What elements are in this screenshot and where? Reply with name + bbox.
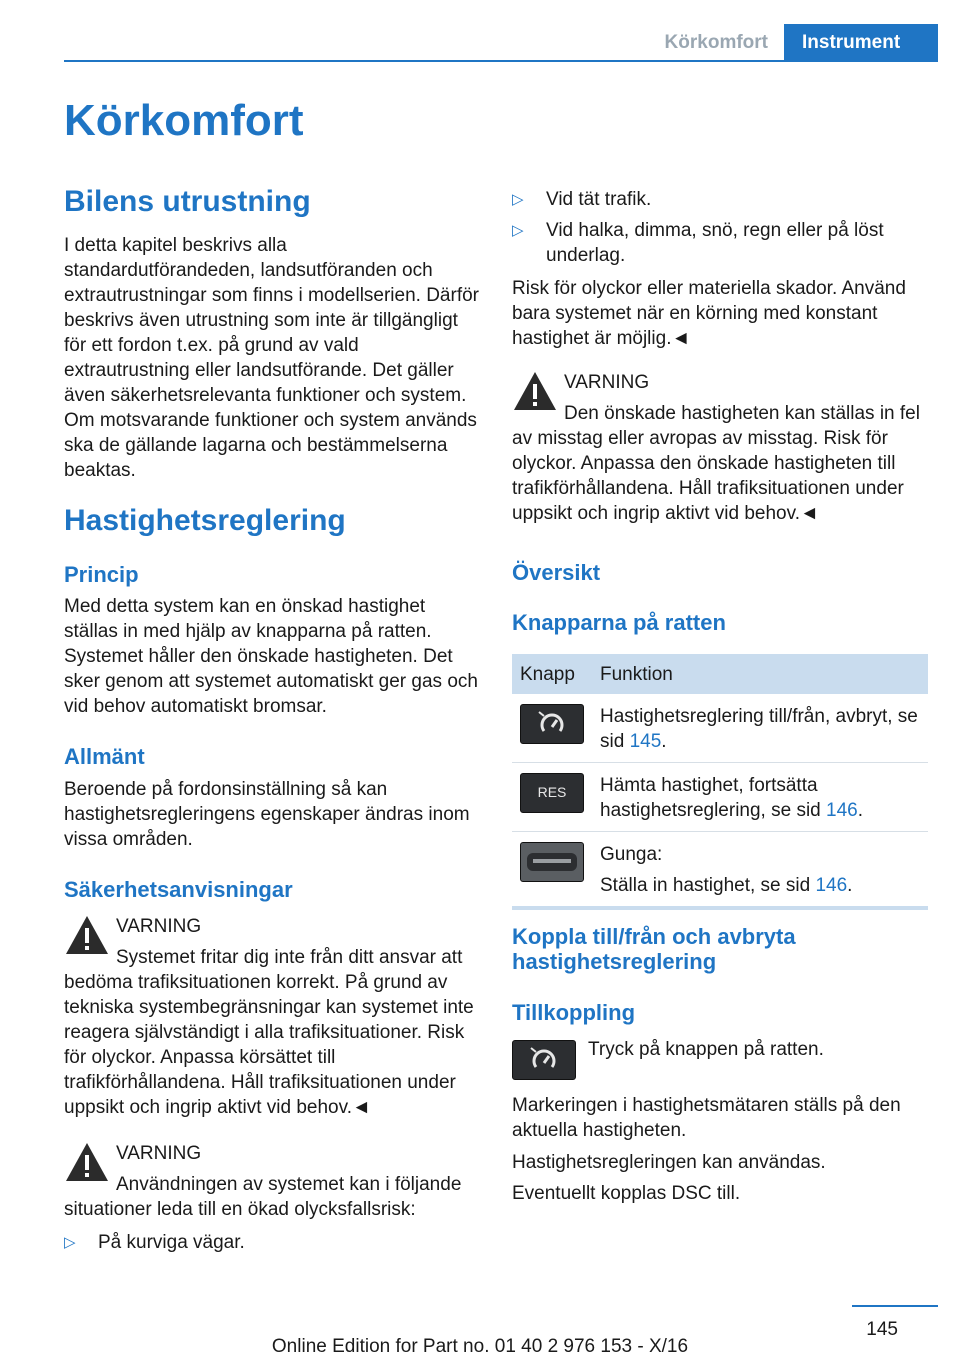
heading-koppla-till-fran: Koppla till/från och avbryta hastighetsreglering xyxy=(512,924,796,974)
footer-rule xyxy=(852,1305,938,1307)
table-row xyxy=(512,832,928,909)
header-rule xyxy=(64,60,938,62)
bullet-triangle-icon: ▷ xyxy=(64,1234,76,1251)
table-header-funktion: Funktion xyxy=(592,654,928,694)
page-link-146[interactable]: 146 xyxy=(815,875,848,896)
table-cell-function: Gunga: Ställa in hastighet, se sid 146. xyxy=(592,832,928,909)
warning-triangle-icon xyxy=(64,1141,110,1183)
heading-princip: Princip xyxy=(64,562,139,587)
text-princip: Med detta system kan en önskad hastighet ställas in med hjälp av knapparna på ratten. Systemet håller den önskade hastigheten. Det sker genom att systemet automatiskt ger gas och vid behov automatiskt bromsar. xyxy=(64,596,478,717)
text-kan-anvandas: Hastighetsregleringen kan användas. xyxy=(512,1152,826,1173)
table-cell-button xyxy=(512,694,592,763)
footer-edition: Online Edition for Part no. 01 40 2 976 153 - X/16 xyxy=(271,1336,689,1357)
cruise-control-icon xyxy=(520,704,584,744)
heading-bilens-utrustning: Bilens utrustning xyxy=(64,185,311,218)
list-item: ▷ Vid tät trafik. xyxy=(512,189,652,210)
rocker-switch-icon xyxy=(520,842,584,882)
heading-tillkoppling: Tillkoppling xyxy=(512,1000,636,1025)
header-tab-korkomfort[interactable]: Körkomfort xyxy=(664,32,768,53)
warning-block-3 xyxy=(512,370,930,526)
page-link-146[interactable]: 146 xyxy=(826,800,858,821)
warning-text: Den önskade hastigheten kan ställas in fel av misstag eller avropas av misstag. Risk för olyckor. Anpassa den önskade hastigheten till trafikförhållandena. Håll trafiksituationen under uppsikt och ingrip aktivt vid behov.◄ xyxy=(512,403,920,524)
situations-list-right xyxy=(512,187,930,274)
warning-triangle-icon xyxy=(512,370,558,412)
warning-title: VARNING xyxy=(116,916,202,937)
table-header-knapp: Knapp xyxy=(512,654,592,694)
list-item: ▷ På kurviga vägar. xyxy=(64,1232,245,1253)
text-tryck: Tryck på knappen på ratten. xyxy=(588,1039,824,1060)
text-risk: Risk för olyckor eller materiella skador. Använd bara systemet när en körning med konstant hastighet är möjlig.◄ xyxy=(512,278,906,349)
header-tab-instrument[interactable]: Instrument xyxy=(784,24,938,62)
warning-text: Användningen av systemet kan i följande situationer leda till en ökad olycksfallsrisk: xyxy=(64,1174,462,1220)
heading-sakerhetsanvisningar: Säkerhetsanvisningar xyxy=(64,877,293,902)
page-number: 145 xyxy=(866,1319,898,1340)
page-link-145[interactable]: 145 xyxy=(629,731,662,752)
buttons-table xyxy=(512,654,928,910)
table-cell-function: Hastighetsreglering till/från, avbryt, se sid 145. xyxy=(592,694,928,763)
warning-title: VARNING xyxy=(564,372,650,393)
cruise-control-icon xyxy=(512,1040,576,1080)
text-bilens-utrustning: I detta kapitel beskrivs alla standardutförandeden, landsutföranden och extrautrustningar som finns i modellserien. Därför beskrivs även utrustning som inte är tillgängligt för ett fordon t.ex. på grund av vald extrautrustning eller landsutförande. Det gäller även säkerhetsrelevanta funktioner och system. Om motsvarande funktioner och system används ska de gällande lagarna och bestämmelserna beaktas. xyxy=(64,235,480,481)
warning-title: VARNING xyxy=(116,1143,202,1164)
list-item: ▷ Vid halka, dimma, snö, regn eller på löst underlag. xyxy=(512,220,884,266)
text-markering: Markeringen i hastighetsmätaren ställs på den aktuella hastigheten. xyxy=(512,1095,901,1141)
heading-knapparna-pa-ratten: Knapparna på ratten xyxy=(512,610,726,635)
header-tabs xyxy=(649,24,938,62)
table-row xyxy=(512,694,928,763)
bullet-triangle-icon: ▷ xyxy=(512,191,524,208)
text-dsc: Eventuellt kopplas DSC till. xyxy=(512,1183,741,1204)
warning-text: Systemet fritar dig inte från ditt ansvar att bedöma trafiksituationen korrekt. På grund av tekniska systembegränsningar kan systemet inte reagera självständigt i alla trafiksituationer. Risk för olyckor. Anpassa körsättet till trafikförhållandena. Håll trafiksituationen under uppsikt och ingrip aktivt vid behov.◄ xyxy=(64,947,474,1118)
res-button-icon: RES xyxy=(520,773,584,813)
heading-hastighetsreglering: Hastighetsreglering xyxy=(64,504,346,537)
warning-block-1 xyxy=(64,914,484,1120)
heading-allmant: Allmänt xyxy=(64,744,145,769)
table-cell-function: Hämta hastighet, fortsätta hastighetsreglering, se sid 146. xyxy=(592,763,928,832)
warning-block-2 xyxy=(64,1141,484,1222)
warning-triangle-icon xyxy=(64,914,110,956)
heading-oversikt: Översikt xyxy=(512,560,601,585)
table-row xyxy=(512,763,928,832)
bullet-triangle-icon: ▷ xyxy=(512,222,524,239)
table-cell-button xyxy=(512,832,592,909)
text-allmant: Beroende på fordonsinställning så kan hastighetsregleringens egenskaper ändras inom vissa områden. xyxy=(64,779,470,850)
situations-list-left xyxy=(64,1230,482,1261)
table-cell-button xyxy=(512,763,592,832)
table-header-row xyxy=(512,654,928,694)
page-title: Körkomfort xyxy=(64,96,304,145)
